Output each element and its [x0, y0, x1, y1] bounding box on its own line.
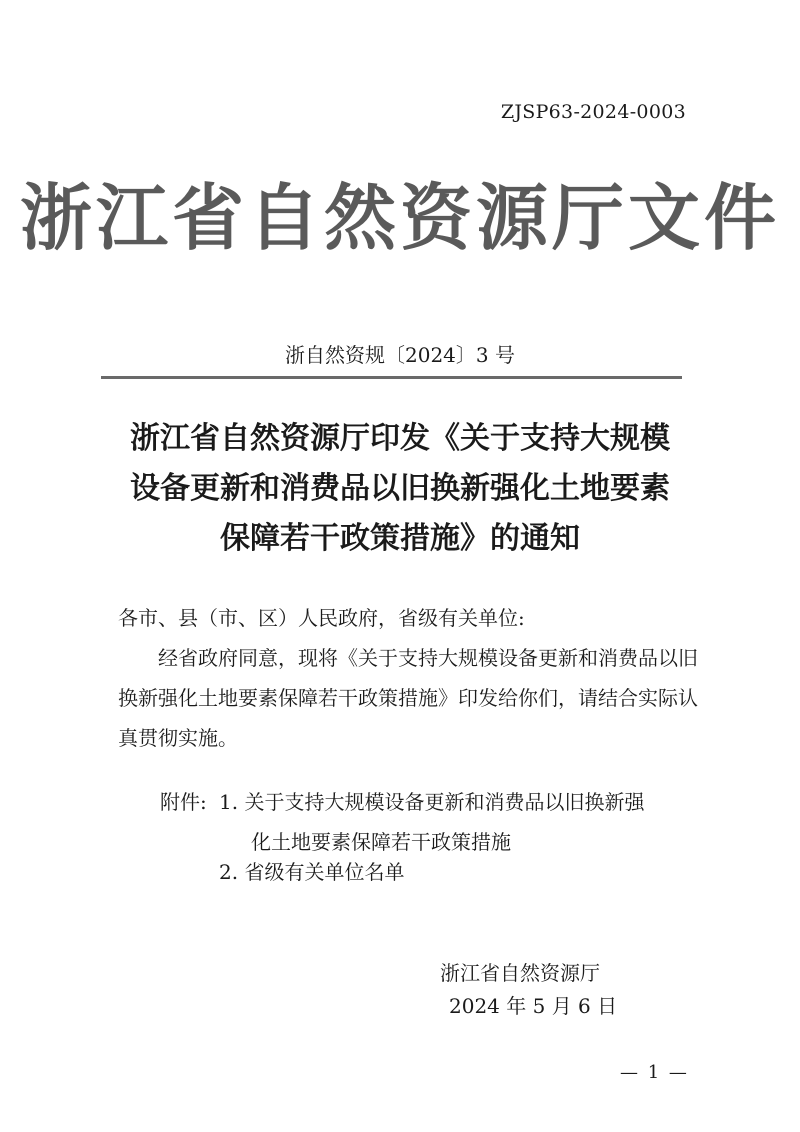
issuer-signature: 浙江省自然资源厅	[440, 961, 600, 985]
issue-date: 2024 年 5 月 6 日	[449, 994, 618, 1018]
attachment-item-2: 2. 省级有关单位名单	[219, 860, 405, 884]
page-number: — 1 —	[620, 1062, 689, 1083]
attachment-item-1-line-1: 1. 关于支持大规模设备更新和消费品以旧换新强	[219, 790, 645, 814]
salutation: 各市、县（市、区）人民政府，省级有关单位:	[118, 606, 525, 630]
title-line-3: 保障若干政策措施》的通知	[220, 521, 580, 556]
header-divider-line	[101, 376, 682, 379]
document-number: 浙自然资规〔2024〕3 号	[285, 343, 515, 367]
title-line-1: 浙江省自然资源厅印发《关于支持大规模	[130, 421, 670, 456]
agency-header-title: 浙江省自然资源厅文件	[19, 176, 780, 260]
attachments-label: 附件:	[160, 790, 207, 814]
document-title	[100, 414, 700, 564]
document-code: ZJSP63-2024-0003	[500, 101, 686, 123]
attachment-item-1-line-2: 化土地要素保障若干政策措施	[251, 830, 511, 854]
body-paragraph: 经省政府同意，现将《关于支持大规模设备更新和消费品以旧换新强化土地要素保障若干政策措施》印发给你们，请结合实际认真贯彻实施。	[118, 646, 698, 750]
title-line-2: 设备更新和消费品以旧换新强化土地要素	[130, 471, 670, 506]
attachment-item-1	[219, 782, 699, 862]
